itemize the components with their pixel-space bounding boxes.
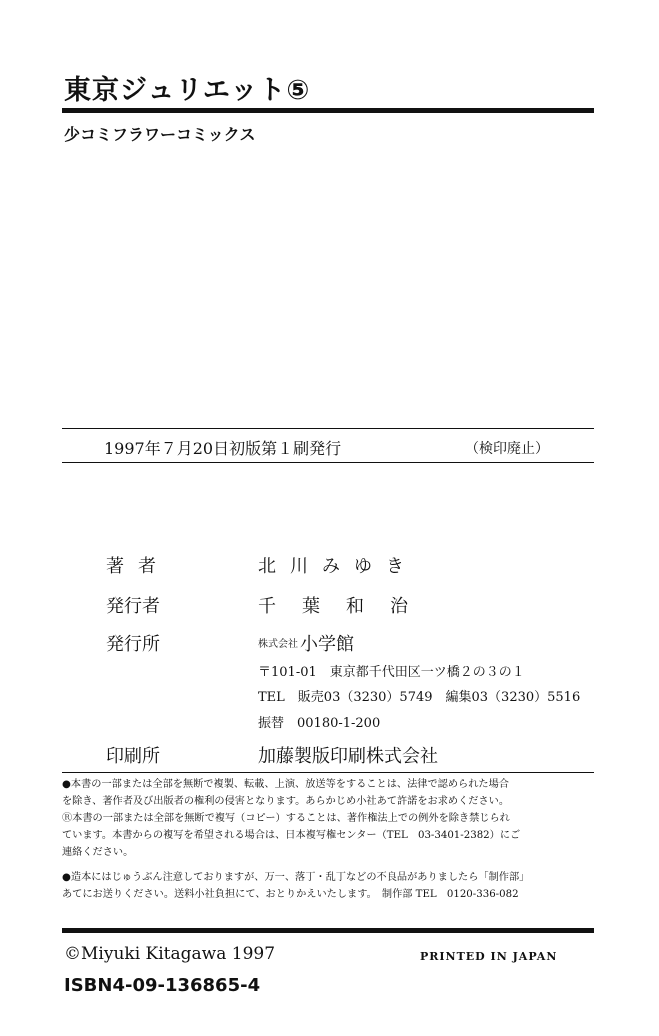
notice-line: ●造本にはじゅうぶん注意しておりますが、万一、落丁・乱丁などの不良品がありましたら「制作部」: [62, 872, 530, 883]
publisher-transfer: 振替 00180-1-200: [258, 716, 381, 731]
notice-line: 連絡ください。: [62, 847, 134, 858]
company-prefix: 株式会社: [258, 639, 298, 650]
edition-rule-top: [62, 428, 594, 429]
copyright: ©Miyuki Kitagawa 1997: [64, 944, 276, 964]
printed-in: PRINTED IN JAPAN: [420, 950, 558, 963]
title-rule: [62, 108, 594, 113]
publisher-company: [258, 630, 354, 656]
author-name: 北川みゆき: [258, 556, 418, 577]
printer-name: 加藤製版印刷株式会社: [258, 746, 438, 767]
edition-date: 1997年７月20日初版第１刷発行: [104, 439, 342, 458]
series-name: 少コミフラワーコミックス: [64, 125, 256, 144]
notice-rule-top: [62, 772, 594, 773]
printer-label: 印刷所: [106, 746, 160, 767]
publisher-tel: TEL 販売03（3230）5749 編集03（3230）5516: [258, 690, 581, 705]
author-label: 著者: [106, 556, 170, 577]
publisher-address: 〒101-01 東京都千代田区一ツ橋２の３の１: [258, 665, 525, 680]
footer-rule: [62, 928, 594, 933]
seal-notice: （検印廃止）: [465, 441, 549, 457]
publisher-label: 発行所: [106, 634, 160, 655]
notice-line: Ⓡ本書の一部または全部を無断で複写（コピー）することは、著作権法上での例外を除き禁じられ: [62, 813, 510, 824]
edition-rule-bottom: [62, 462, 594, 463]
notice-line: ●本書の一部または全部を無断で複製、転載、上演、放送等をすることは、法律で認められた場合: [62, 779, 509, 790]
publisher-person-name: 千葉和治: [258, 596, 434, 617]
notice-line: あてにお送りください。送料小社負担にて、おとりかえいたします。 制作部 TEL 0120-336-082: [62, 889, 519, 900]
publisher-person-label: 発行者: [106, 596, 160, 617]
company-name: 小学館: [300, 634, 354, 655]
book-title: 東京ジュリエット⑤: [64, 75, 311, 106]
isbn: ISBN4-09-136865-4: [64, 975, 261, 996]
notice-line: を除き、著作者及び出版者の権利の侵害となります。あらかじめ小社あて許諾をお求めください。: [62, 796, 510, 807]
notice-line: ています。本書からの複写を希望される場合は、日本複写権センター（TEL 03-3401-2382）にご: [62, 830, 521, 841]
